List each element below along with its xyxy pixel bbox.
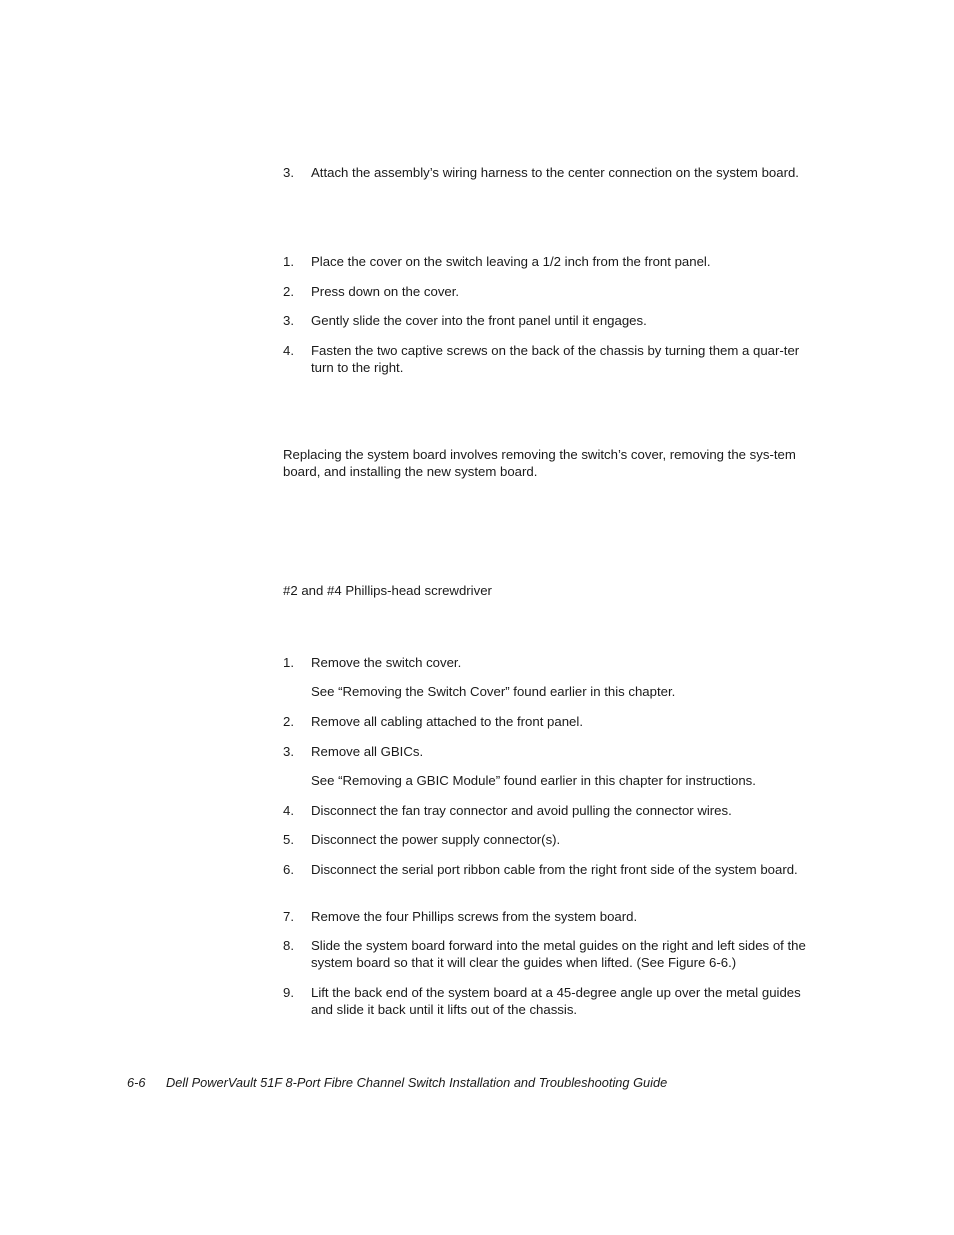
step-number: 3. xyxy=(283,744,294,759)
step-number: 2. xyxy=(283,714,294,729)
page-number: 6-6 xyxy=(127,1075,146,1090)
step-text: Slide the system board forward into the metal guides on the right and left sides of the system board so that it will clear the guides when lifted. (See Figure 6-6.) xyxy=(311,938,806,970)
cover-step-1 xyxy=(283,253,818,270)
step-number: 4. xyxy=(283,343,294,358)
step-text: Fasten the two captive screws on the back of the chassis by turning them a quar-ter turn to the right. xyxy=(311,343,800,375)
procedure-note-gbic: See “Removing a GBIC Module” found earlier in this chapter for instructions. xyxy=(311,773,756,788)
cover-step-3 xyxy=(283,312,818,329)
step-number: 2. xyxy=(283,284,294,299)
step-text: Disconnect the serial port ribbon cable from the right front side of the system board. xyxy=(311,862,798,877)
assembly-step-3 xyxy=(283,164,818,181)
procedure-step-4 xyxy=(283,802,818,819)
step-text: Disconnect the fan tray connector and avoid pulling the connector wires. xyxy=(311,803,732,818)
step-number: 4. xyxy=(283,803,294,818)
step-number: 6. xyxy=(283,862,294,877)
step-number: 7. xyxy=(283,909,294,924)
procedure-step-5 xyxy=(283,831,818,848)
system-board-intro-paragraph: Replacing the system board involves removing the switch’s cover, removing the sys-tem board, and installing the new system board. xyxy=(283,447,796,479)
step-text: Gently slide the cover into the front panel until it engages. xyxy=(311,313,647,328)
step-number: 9. xyxy=(283,985,294,1000)
step-text: Lift the back end of the system board at a 45-degree angle up over the metal guides and slide it back until it lifts out of the chassis. xyxy=(311,985,801,1017)
step-number: 3. xyxy=(283,313,294,328)
step-text: Press down on the cover. xyxy=(311,284,460,299)
tools-required-text: #2 and #4 Phillips-head screwdriver xyxy=(283,583,492,598)
step-text: Attach the assembly’s wiring harness to the center connection on the system board. xyxy=(311,165,799,180)
procedure-step-1 xyxy=(283,654,818,671)
procedure-step-2 xyxy=(283,713,818,730)
step-text: Remove the switch cover. xyxy=(311,655,462,670)
step-text: Remove the four Phillips screws from the system board. xyxy=(311,909,638,924)
step-number: 1. xyxy=(283,254,294,269)
step-number: 1. xyxy=(283,655,294,670)
cover-step-2 xyxy=(283,283,818,300)
step-text: Remove all cabling attached to the front panel. xyxy=(311,714,583,729)
procedure-step-6 xyxy=(283,861,818,878)
cover-step-4 xyxy=(283,342,818,376)
document-title: Dell PowerVault 51F 8-Port Fibre Channel Switch Installation and Troubleshooting Guide xyxy=(166,1075,668,1090)
procedure-step-7 xyxy=(283,908,818,925)
step-number: 8. xyxy=(283,938,294,953)
step-text: Disconnect the power supply connector(s). xyxy=(311,832,561,847)
procedure-step-3 xyxy=(283,743,818,760)
step-number: 3. xyxy=(283,165,294,180)
procedure-step-8 xyxy=(283,937,818,971)
procedure-note-cover: See “Removing the Switch Cover” found earlier in this chapter. xyxy=(311,684,676,699)
step-text: Place the cover on the switch leaving a 1/2 inch from the front panel. xyxy=(311,254,711,269)
step-number: 5. xyxy=(283,832,294,847)
procedure-step-9 xyxy=(283,984,818,1018)
page-footer xyxy=(127,1074,667,1091)
step-text: Remove all GBICs. xyxy=(311,744,424,759)
